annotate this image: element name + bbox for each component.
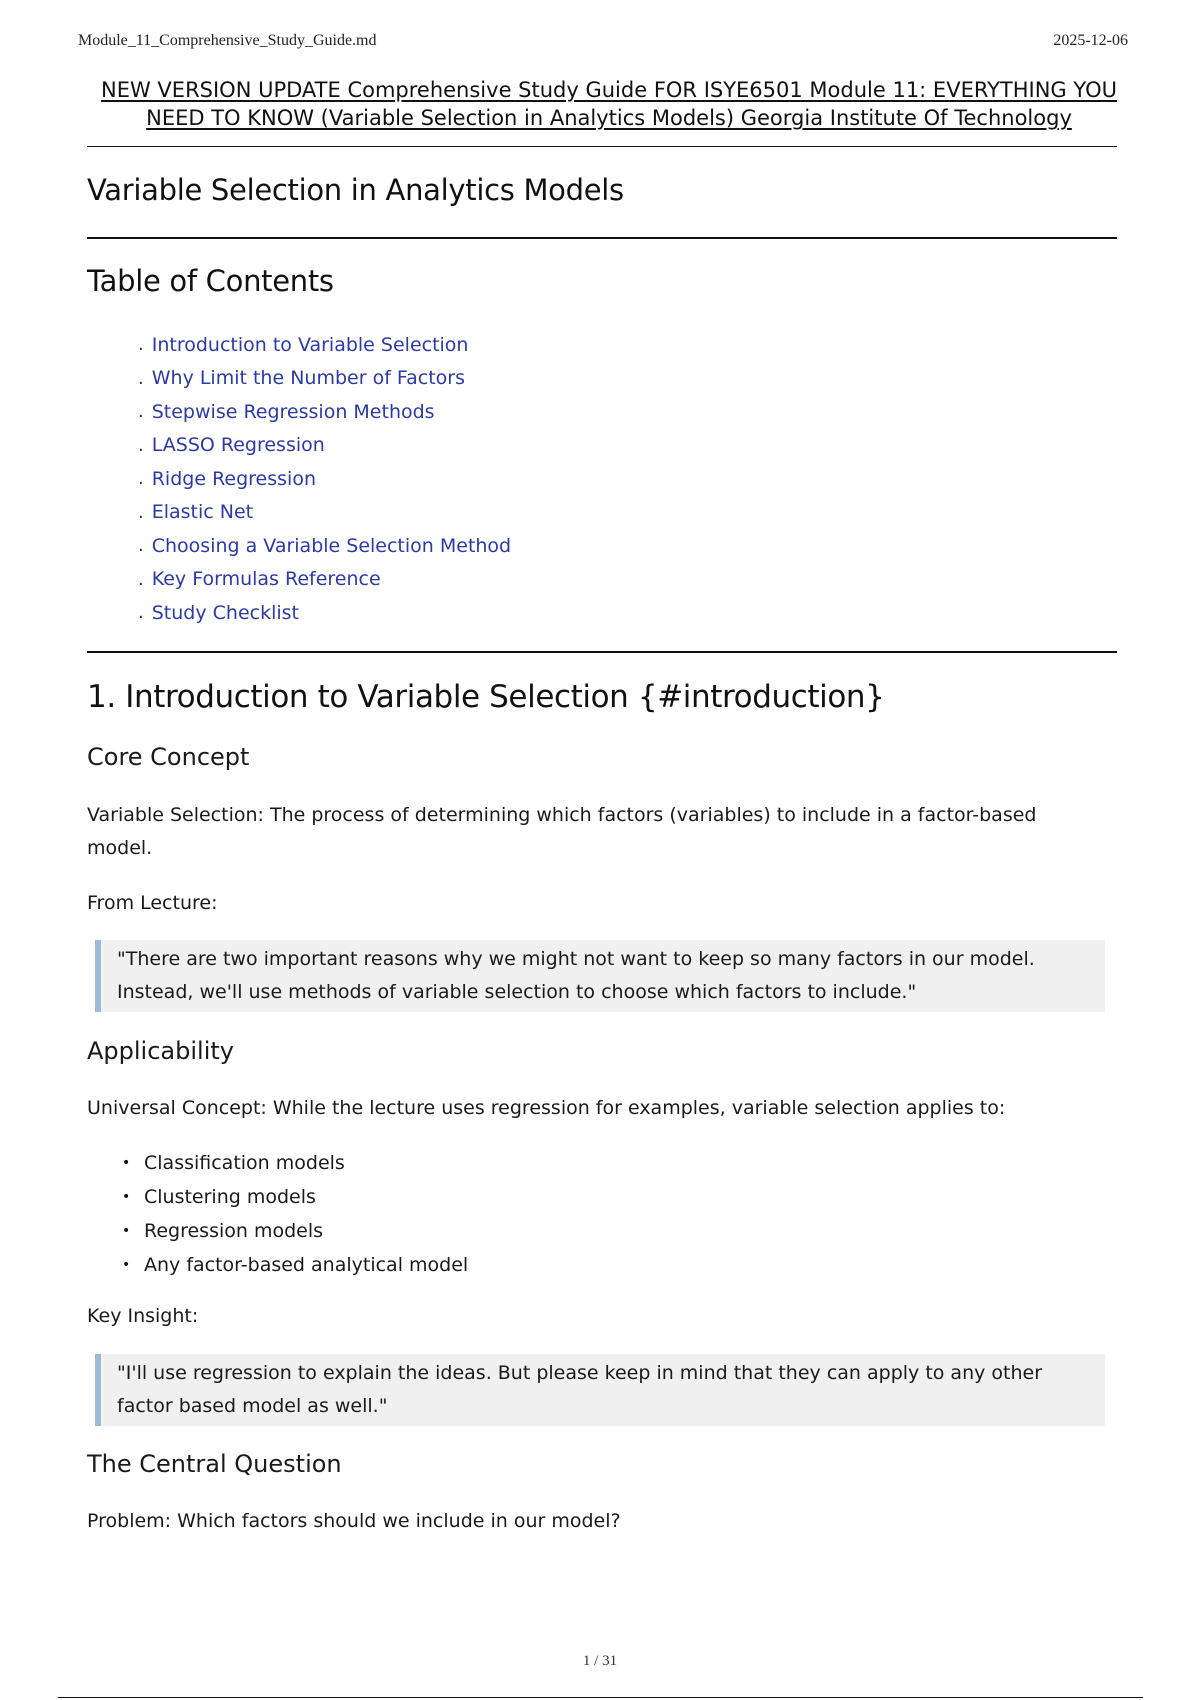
toc-link-lasso[interactable]: LASSO Regression — [151, 434, 325, 457]
toc-item[interactable] — [138, 362, 511, 396]
section-1-heading: 1. Introduction to Variable Selection {#introduction} — [87, 679, 885, 715]
main-title-divider — [87, 237, 1117, 239]
applies-to-list — [122, 1146, 468, 1282]
problem-paragraph: Problem: Which factors should we include in our model? — [87, 1510, 621, 1532]
toc-link-choosing-method[interactable]: Choosing a Variable Selection Method — [151, 534, 512, 557]
bullet-dot: • — [122, 1223, 131, 1239]
bullet-dot: • — [122, 1189, 131, 1205]
bullet-dot: • — [122, 1257, 131, 1273]
toc-bullet: . — [138, 367, 144, 389]
toc-item[interactable] — [138, 328, 511, 362]
toc-link-introduction[interactable]: Introduction to Variable Selection — [151, 333, 469, 356]
toc-link-why-limit[interactable]: Why Limit the Number of Factors — [151, 367, 465, 390]
header-date: 2025-12-06 — [1053, 32, 1128, 49]
toc-bullet: . — [138, 401, 144, 423]
toc-item[interactable] — [138, 563, 511, 597]
list-item-text: Any factor-based analytical model — [144, 1254, 469, 1276]
page-number: 1 / 31 — [582, 1653, 618, 1669]
toc-item[interactable] — [138, 496, 511, 530]
list-item — [122, 1146, 468, 1180]
toc-bullet: . — [138, 468, 144, 490]
central-question-heading: The Central Question — [87, 1450, 342, 1478]
toc-item[interactable] — [138, 395, 511, 429]
toc-bullet: . — [138, 535, 144, 557]
list-item — [122, 1214, 468, 1248]
toc-heading: Table of Contents — [87, 264, 334, 298]
toc-link-elastic-net[interactable]: Elastic Net — [151, 501, 254, 524]
list-item-text: Classification models — [144, 1152, 345, 1174]
list-item — [122, 1248, 468, 1282]
toc-item[interactable] — [138, 529, 511, 563]
toc-bullet: . — [138, 501, 144, 523]
toc-bullet: . — [138, 334, 144, 356]
toc-bullet: . — [138, 434, 144, 456]
title-divider — [87, 146, 1117, 147]
applicability-heading: Applicability — [87, 1037, 234, 1065]
toc-link-key-formulas[interactable]: Key Formulas Reference — [151, 568, 381, 591]
lecture-quote-2: "I'll use regression to explain the ideas. But please keep in mind that they can apply to any other factor based model as well." — [95, 1354, 1105, 1426]
toc-bullet: . — [138, 602, 144, 624]
document-title-line-1: NEW VERSION UPDATE Comprehensive Study Guide FOR ISYE6501 Module 11: EVERYTHING YOU — [101, 78, 1117, 102]
header-filename: Module_11_Comprehensive_Study_Guide.md — [78, 32, 377, 49]
document-title — [88, 76, 1130, 132]
main-title: Variable Selection in Analytics Models — [87, 173, 624, 207]
lecture-quote-1: "There are two important reasons why we might not want to keep so many factors in our model. Instead, we'll use methods of variable selection to choose which factors to include." — [95, 940, 1105, 1012]
document-title-line-2: NEED TO KNOW (Variable Selection in Analytics Models) Georgia Institute Of Technology — [146, 106, 1072, 130]
list-item-text: Regression models — [144, 1220, 324, 1242]
list-item-text: Clustering models — [144, 1186, 316, 1208]
toc-bullet: . — [138, 568, 144, 590]
toc-link-ridge[interactable]: Ridge Regression — [151, 467, 316, 490]
toc-item[interactable] — [138, 596, 511, 630]
key-insight-label: Key Insight: — [87, 1305, 199, 1327]
toc-link-study-checklist[interactable]: Study Checklist — [151, 601, 299, 624]
toc-link-stepwise[interactable]: Stepwise Regression Methods — [151, 400, 435, 423]
table-of-contents — [138, 328, 511, 630]
toc-item[interactable] — [138, 462, 511, 496]
definition-paragraph: Variable Selection: The process of determining which factors (variables) to include in a factor-based model. — [87, 804, 1037, 859]
toc-divider — [87, 651, 1117, 653]
universal-concept-paragraph: Universal Concept: While the lecture uses regression for examples, variable selection applies to: — [87, 1097, 1006, 1119]
toc-item[interactable] — [138, 429, 511, 463]
from-lecture-label: From Lecture: — [87, 892, 218, 914]
page-bottom-rule — [58, 1697, 1143, 1698]
running-header — [78, 32, 1128, 50]
list-item — [122, 1180, 468, 1214]
core-concept-heading: Core Concept — [87, 743, 250, 771]
bullet-dot: • — [122, 1155, 131, 1171]
